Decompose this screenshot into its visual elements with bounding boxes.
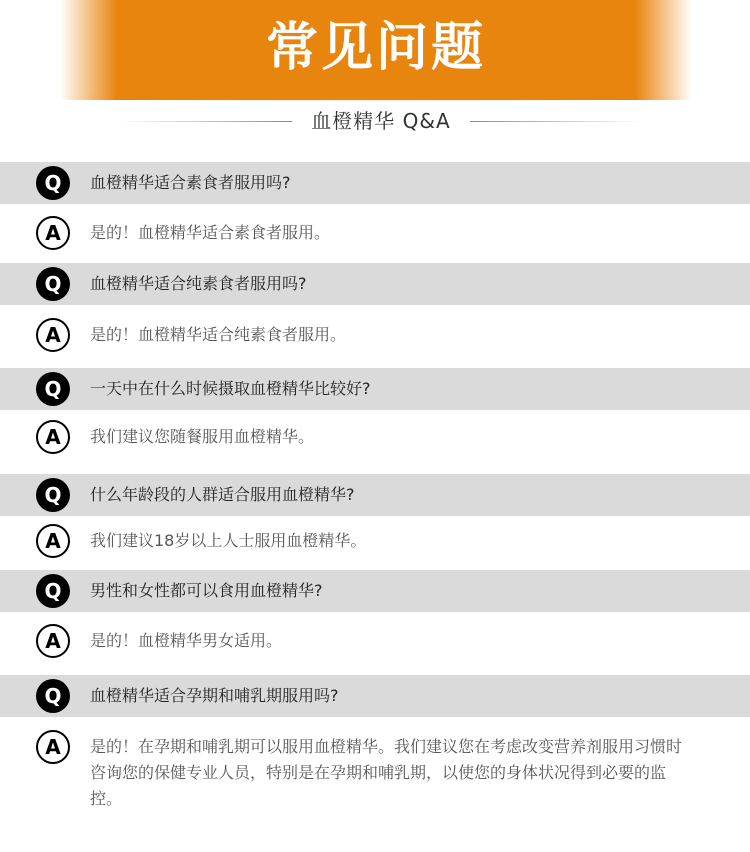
faq-answer: 是的！血橙精华适合素食者服用。 [90, 223, 331, 242]
subtitle-row [0, 106, 750, 136]
faq-question: 什么年龄段的人群适合服用血橙精华? [90, 485, 355, 504]
q-badge-icon: Q [36, 679, 70, 713]
q-badge-icon: Q [36, 166, 70, 200]
subtitle-divider-left [120, 121, 292, 122]
faq-question: 男性和女性都可以食用血橙精华? [90, 581, 323, 600]
faq-question-row [0, 263, 750, 305]
a-badge-icon: A [36, 216, 70, 250]
faq-question-row [0, 368, 750, 410]
faq-question-row [0, 675, 750, 717]
q-badge-icon: Q [36, 267, 70, 301]
a-badge-icon: A [36, 624, 70, 658]
q-badge-icon: Q [36, 372, 70, 406]
a-badge-icon: A [36, 420, 70, 454]
faq-answer: 是的！血橙精华男女适用。 [90, 631, 283, 650]
faq-answer: 我们建议18岁以上人士服用血橙精华。 [90, 531, 367, 550]
faq-answer: 我们建议您随餐服用血橙精华。 [90, 427, 315, 446]
a-badge-icon: A [36, 318, 70, 352]
faq-question-row [0, 570, 750, 612]
page-title: 常见问题 [265, 18, 486, 78]
a-badge-icon: A [36, 524, 70, 558]
faq-question-row [0, 162, 750, 204]
faq-answer: 是的！血橙精华适合纯素食者服用。 [90, 325, 347, 344]
section-subtitle: 血橙精华 Q&A [311, 109, 451, 133]
q-badge-icon: Q [36, 478, 70, 512]
faq-question: 血橙精华适合纯素食者服用吗? [90, 274, 307, 293]
faq-answer: 是的！在孕期和哺乳期可以服用血橙精华。我们建议您在考虑改变营养剂服用习惯时咨询您的保健专业人员，特别是在孕期和哺乳期，以使您的身体状况得到必要的监控。 [90, 737, 683, 808]
a-badge-icon: A [36, 730, 70, 764]
faq-question-row [0, 474, 750, 516]
q-badge-icon: Q [36, 574, 70, 608]
subtitle-divider-right [470, 121, 642, 122]
faq-question: 血橙精华适合素食者服用吗? [90, 173, 291, 192]
header-banner [60, 0, 692, 100]
faq-question: 一天中在什么时候摄取血橙精华比较好? [90, 379, 371, 398]
faq-question: 血橙精华适合孕期和哺乳期服用吗? [90, 686, 339, 705]
